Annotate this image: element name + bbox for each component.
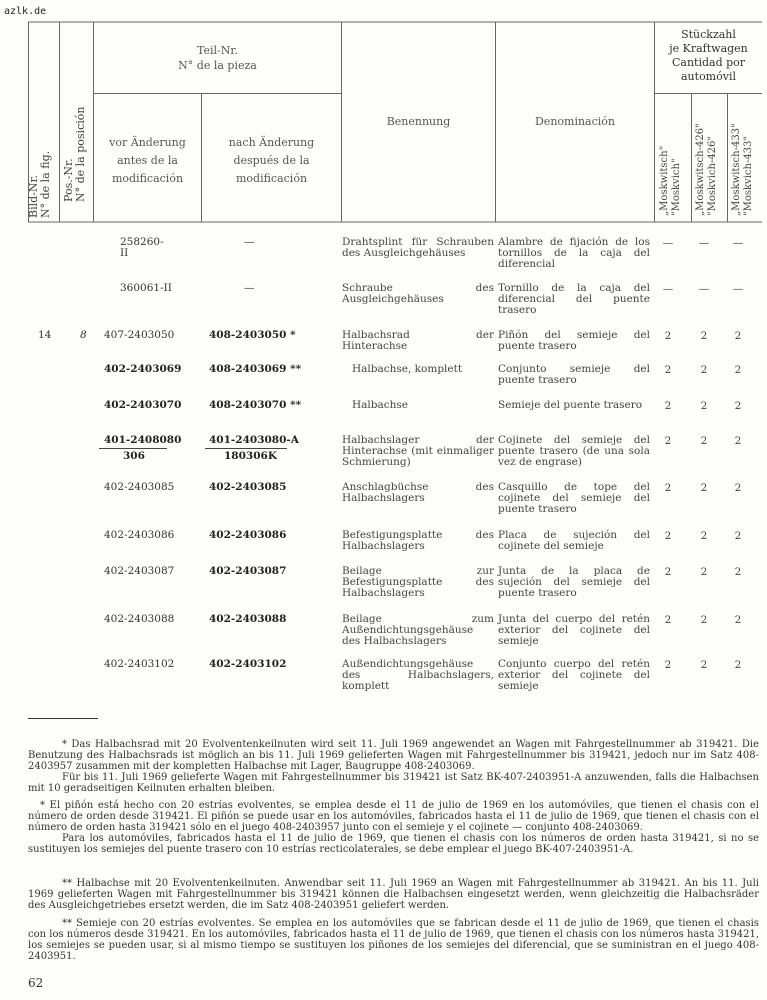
qty-moskwitsch: 2 <box>664 614 672 626</box>
part-number-after: 402-2403102 <box>209 658 287 670</box>
part-number-after: — <box>244 282 255 294</box>
part-number-after: 402-2403085 <box>209 481 287 493</box>
qty-moskwitsch-433: 2 <box>734 659 742 671</box>
qty-moskwitsch: 2 <box>664 659 672 671</box>
header-stueckzahl: Stückzahl je Kraftwagen Cantidad por automóvil <box>669 28 748 83</box>
part-number-before: 258260-II <box>120 236 164 259</box>
description-es: Semieje del puente trasero <box>498 399 643 411</box>
part-number-after: 402-2403088 <box>209 613 287 625</box>
footnote-text: * Das Halbachsrad mit 20 Evolventenkeilnuten wird seit 11. Juli 1969 angewendet an Wagen mit Fahrgestellnummer ab 319421. Die Benutzung des Halbachsrads ist möglich an bis 11. Juli 1969 gelieferten Wagen mit Fahrgestellnummer bis 319421, jedoch nur im Satz 408-2403957 zusammen mit der kompletten Halbachse mit Lager, Baugruppe 408-2403069. <box>28 739 759 772</box>
position-number: 8 <box>80 329 87 341</box>
header-benennung: Benennung <box>386 115 451 128</box>
part-number-after: 408-2403069 ** <box>209 363 302 375</box>
description-de: Halbachsrad der Hinterachse <box>342 329 494 352</box>
part-number-before: 402-2403070 <box>104 399 182 411</box>
description-de: Halbachse, komplett <box>352 363 463 375</box>
footnote-de-1 <box>28 739 759 794</box>
qty-moskwitsch-433: 2 <box>734 364 742 376</box>
part-number-before: 402-2403087 <box>104 565 175 577</box>
part-number-after: 401-2403080-A <box>209 434 299 446</box>
qty-moskwitsch-433: 2 <box>734 530 742 542</box>
qty-moskwitsch-433: 2 <box>734 614 742 626</box>
qty-moskwitsch: 2 <box>664 566 672 578</box>
qty-moskwitsch: 2 <box>664 482 672 494</box>
description-es: Cojinete del semieje del puente trasero (de una sola vez de engrase) <box>498 434 650 468</box>
footnote-text: * El piñón está hecho con 20 estrías evolventes, se emplea desde el 11 de julio de 1969 en los automóviles, que tienen el chasis con el número de orden desde 319421. El piñón se puede usar en los automóviles, fabricados hasta el 11 de julio de 1969, que tienen el chasis con el número de orden hasta 319421 sólo en el juego 408-2403957 junto con el semieje y el cojinete — conjunto 408-2403069. <box>28 800 759 833</box>
part-number-before: 402-2403088 <box>104 613 175 625</box>
qty-moskwitsch-426: 2 <box>700 482 708 494</box>
part-number-after: 402-2403087 <box>209 565 287 577</box>
description-es: Placa de sujeción del cojinete del semieje <box>498 529 650 552</box>
qty-moskwitsch: — <box>662 283 674 295</box>
qty-moskwitsch-426: 2 <box>700 435 708 447</box>
qty-moskwitsch-426: 2 <box>700 364 708 376</box>
qty-moskwitsch-433: 2 <box>734 566 742 578</box>
description-de: Halbachse <box>352 399 409 411</box>
part-number-before: 402-2403102 <box>104 658 175 670</box>
qty-moskwitsch: 2 <box>664 364 672 376</box>
header-moskwitsch-426: „Moskwitsch-426" "Moskvich-426" <box>695 123 718 216</box>
description-es: Junta del cuerpo del retén exterior del cojinete del semieje <box>498 613 650 647</box>
description-de: Halbachslager der Hinterachse (mit einmaliger Schmierung) <box>342 434 494 468</box>
part-number-before: 402-2403069 <box>104 363 182 375</box>
qty-moskwitsch: 2 <box>664 400 672 412</box>
description-es: Conjunto cuerpo del retén exterior del cojinete del semieje <box>498 658 650 692</box>
description-de: Außendichtungsgehäuse des Halbachslagers, komplett <box>342 658 494 692</box>
qty-moskwitsch: 2 <box>664 330 672 342</box>
description-de: Schraube des Ausgleichgehäuses <box>342 282 494 305</box>
header-moskwitsch-433: „Moskwitsch-433" "Moskvich-433" <box>731 123 754 216</box>
header-pos-nr: Pos.-Nr. N° de la posición <box>62 106 87 202</box>
header-bild-nr: Bild-Nr. N° de la fig. <box>27 150 52 218</box>
description-de: Beilage zur Befestigungsplatte des Halbachslagers <box>342 565 494 599</box>
description-es: Piñón del semieje del puente trasero <box>498 329 650 352</box>
header-vor-aenderung: vor Änderung antes de la modificación <box>109 136 186 185</box>
qty-moskwitsch-426: 2 <box>700 530 708 542</box>
qty-moskwitsch-426: 2 <box>700 330 708 342</box>
header-nach-aenderung: nach Änderung después de la modificación <box>228 136 315 185</box>
qty-moskwitsch-426: — <box>698 283 710 295</box>
part-number-after: — <box>244 236 255 248</box>
description-es: Junta de la placa de sujeción del semieje del puente trasero <box>498 565 650 599</box>
description-de: Anschlagbüchse des Halbachslagers <box>342 481 494 504</box>
description-es: Tornillo de la caja del diferencial del puente trasero <box>498 282 650 316</box>
description-de: Beilage zum Außendichtungsgehäuse des Halbachslagers <box>342 613 494 647</box>
part-number-divider <box>99 448 167 449</box>
footnote-text: Para los automóviles, fabricados hasta el 11 de julio de 1969, que tienen el chasis con los números de orden hasta 319421, si no se sustituyen los semiejes del puente trasero con 10 estrías recticolaterales, se debe emplear el juego BK-407-2403951-A. <box>28 833 759 855</box>
qty-moskwitsch: — <box>662 237 674 249</box>
site-mark: azlk.de <box>4 6 47 17</box>
part-number-after: 408-2403050 * <box>209 329 296 341</box>
qty-moskwitsch: 2 <box>664 435 672 447</box>
qty-moskwitsch-426: 2 <box>700 400 708 412</box>
qty-moskwitsch-433: — <box>732 237 744 249</box>
qty-moskwitsch-426: 2 <box>700 614 708 626</box>
part-number-divider <box>205 448 287 449</box>
figure-number: 14 <box>38 329 52 341</box>
qty-moskwitsch-426: 2 <box>700 659 708 671</box>
description-es: Alambre de fijación de los tornillos de la caja del diferencial <box>498 236 650 270</box>
footnote-text: ** Halbachse mit 20 Evolventenkeilnuten. Anwendbar seit 11. Juli 1969 an Wagen mit Fahrgestellnummer ab 319421. An bis 11. Juli 1969 gelieferten Wagen mit Fahrgestellnummer bis 319421 können die Halbachsen eingesetzt werden, wenn gleichzeitig die Halbachsräder des Ausgleichgetriebes ersetzt werden, die im Satz 408-2403951 geliefert werden. <box>28 878 759 911</box>
footnote-es-2 <box>28 918 759 962</box>
header-denominacion: Denominación <box>534 115 615 128</box>
part-number-after-alt: 180306K <box>224 450 277 462</box>
description-es: Conjunto semieje del puente trasero <box>498 363 650 386</box>
part-number-before: 402-2403086 <box>104 529 175 541</box>
qty-moskwitsch-433: 2 <box>734 330 742 342</box>
footnote-es-1 <box>28 800 759 855</box>
part-number-before: 401-2408080 <box>104 434 182 446</box>
footnote-text: ** Semieje con 20 estrías evolventes. Se emplea en los automóviles que se fabrican desde el 11 de julio de 1969, que tienen el chasis con los números desde 319421. En los automóviles, fabricados hasta el 11 de julio de 1969, que tienen el chasis con los números hasta 319421, los semiejes se pueden usar, si al mismo tiempo se sustituyen los piñones de los semiejes del diferencial, que se suministran en el juego 408-2403951. <box>28 918 759 962</box>
header-teil-nr: Teil-Nr. N° de la pieza <box>178 44 257 72</box>
part-number-before: 360061-II <box>120 282 172 294</box>
part-number-after: 408-2403070 ** <box>209 399 302 411</box>
qty-moskwitsch-433: 2 <box>734 400 742 412</box>
part-number-before: 407-2403050 <box>104 329 175 341</box>
description-de: Drahtsplint für Schrauben des Ausgleichgehäuses <box>342 236 494 259</box>
page-number: 62 <box>28 976 44 990</box>
qty-moskwitsch-433: 2 <box>734 482 742 494</box>
qty-moskwitsch-426: 2 <box>700 566 708 578</box>
qty-moskwitsch: 2 <box>664 530 672 542</box>
footnote-text: Für bis 11. Juli 1969 gelieferte Wagen mit Fahrgestellnummer bis 319421 ist Satz BK-407-2403951-A anzuwenden, falls die Halbachsen mit 10 geradseitigen Keilnuten erhalten bleiben. <box>28 772 759 794</box>
part-number-before-alt: 306 <box>123 450 145 462</box>
description-es: Casquillo de tope del cojinete del semieje del puente trasero <box>498 481 650 515</box>
qty-moskwitsch-426: — <box>698 237 710 249</box>
part-number-before: 402-2403085 <box>104 481 175 493</box>
qty-moskwitsch-433: — <box>732 283 744 295</box>
description-de: Befestigungsplatte des Halbachslagers <box>342 529 494 552</box>
qty-moskwitsch-433: 2 <box>734 435 742 447</box>
footnote-separator <box>28 718 98 719</box>
part-number-after: 402-2403086 <box>209 529 287 541</box>
footnote-de-2 <box>28 878 759 911</box>
header-moskwitsch: „Moskwitsch" "Moskvich" <box>659 145 682 216</box>
